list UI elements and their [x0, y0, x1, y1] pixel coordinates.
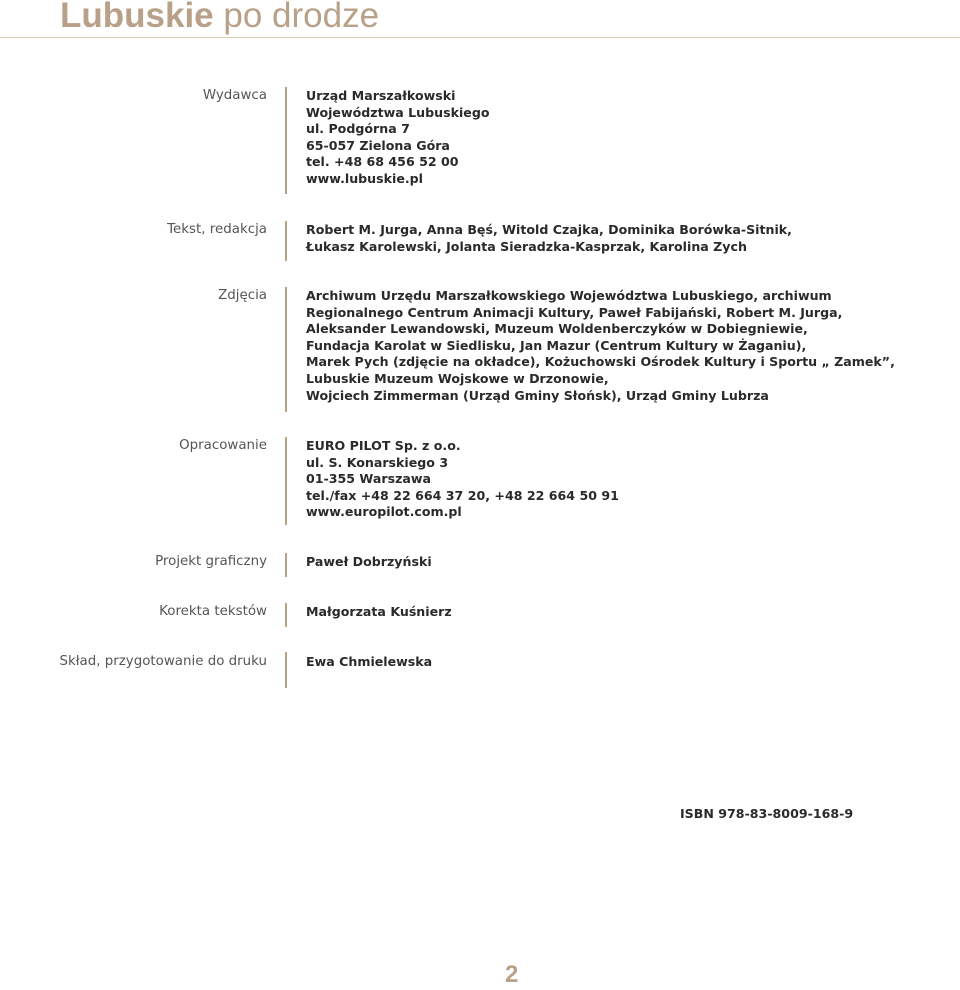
credit-line: tel. +48 68 456 52 00: [306, 154, 459, 170]
credit-line: Łukasz Karolewski, Jolanta Sieradzka-Kasprzak, Karolina Zych: [306, 238, 747, 254]
publication-title-bold: Lubuskie: [60, 0, 214, 35]
credit-label: Opracowanie: [179, 438, 267, 453]
credit-line: Archiwum Urzędu Marszałkowskiego Województwa Lubuskiego, archiwum: [306, 288, 832, 303]
credit-value: [306, 438, 619, 521]
credit-line: 65-057 Zielona Góra: [306, 137, 450, 153]
vertical-rule-6: [285, 603, 287, 627]
credit-line: EURO PILOT Sp. z o.o.: [306, 438, 461, 453]
credit-value: [306, 654, 432, 671]
page-number: 2: [505, 961, 519, 988]
credit-line: Urząd Marszałkowski: [306, 88, 456, 103]
credit-line: Robert M. Jurga, Anna Bęś, Witold Czajka, Dominika Borówka-Sitnik,: [306, 222, 792, 237]
vertical-rule-7: [285, 652, 287, 688]
credit-label: Zdjęcia: [218, 288, 267, 303]
credit-label: Skład, przygotowanie do druku: [59, 654, 267, 669]
credit-label: Tekst, redakcja: [167, 222, 267, 237]
credit-value: [306, 288, 895, 404]
credit-value: [306, 222, 792, 255]
credit-line: Ewa Chmielewska: [306, 654, 433, 669]
vertical-rule-1: [285, 87, 287, 194]
credit-line: ul. Podgórna 7: [306, 121, 410, 137]
publication-title-light: po drodze: [223, 0, 380, 35]
credit-line: Małgorzata Kuśnierz: [306, 604, 452, 619]
credit-line: tel./fax +48 22 664 37 20, +48 22 664 50 91: [306, 487, 619, 503]
credit-value: [306, 554, 432, 571]
credit-line: Lubuskie Muzeum Wojskowe w Drzonowie,: [306, 370, 609, 386]
credit-line: Fundacja Karolat w Siedlisku, Jan Mazur (Centrum Kultury w Żaganiu),: [306, 337, 807, 353]
credit-line: Paweł Dobrzyński: [306, 554, 432, 569]
credit-line: 01-355 Warszawa: [306, 471, 432, 487]
isbn: ISBN 978-83-8009-168-9: [680, 806, 854, 821]
credit-label: Projekt graficzny: [155, 554, 267, 569]
credit-line: www.lubuskie.pl: [306, 170, 423, 186]
credit-line: Wojciech Zimmerman (Urząd Gminy Słońsk), Urząd Gminy Lubrza: [306, 387, 769, 403]
credit-value: [306, 604, 452, 621]
vertical-rule-2: [285, 221, 287, 261]
publication-title: [60, 0, 379, 38]
credit-line: Województwa Lubuskiego: [306, 104, 490, 120]
credit-label: Korekta tekstów: [159, 604, 267, 619]
credit-line: Marek Pych (zdjęcie na okładce), Kożuchowski Ośrodek Kultury i Sportu „ Zamek”,: [306, 354, 895, 370]
credit-line: ul. S. Konarskiego 3: [306, 454, 449, 470]
credit-label: Wydawca: [202, 88, 267, 103]
header-divider: [0, 37, 960, 38]
vertical-rule-5: [285, 553, 287, 577]
credit-value: [306, 88, 490, 188]
credit-line: Aleksander Lewandowski, Muzeum Woldenberczyków w Dobiegniewie,: [306, 321, 808, 337]
vertical-rule-3: [285, 287, 287, 412]
vertical-rule-4: [285, 437, 287, 525]
credit-line: Regionalnego Centrum Animacji Kultury, Paweł Fabijański, Robert M. Jurga,: [306, 304, 843, 320]
credit-line: www.europilot.com.pl: [306, 504, 462, 520]
